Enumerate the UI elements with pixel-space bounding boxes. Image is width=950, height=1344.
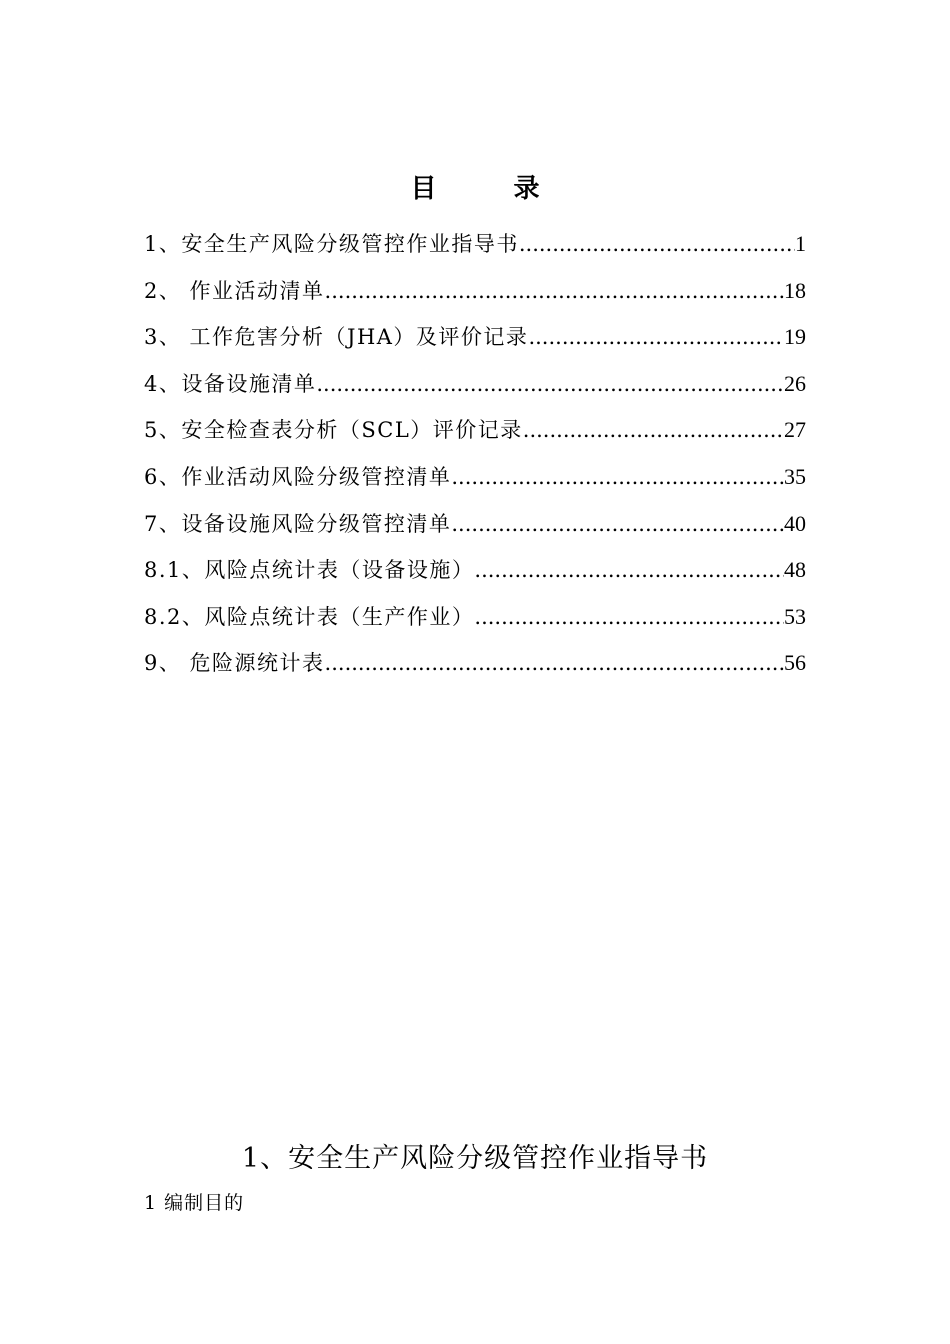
toc-title: 目 录 [410, 174, 574, 204]
toc-entry[interactable] [144, 321, 806, 368]
toc-entry-label: 5、安全检查表分析（SCL）评价记录 [144, 418, 523, 443]
toc-entry[interactable] [144, 508, 806, 555]
toc-entry-label: 1、安全生产风险分级管控作业指导书 [144, 232, 519, 256]
toc-leader-dots [316, 372, 784, 396]
toc-leader-dots [519, 232, 795, 256]
toc-entry-page: 26 [784, 370, 806, 396]
toc-entry-label: 9、 危险源统计表 [144, 651, 325, 676]
toc-leader-dots [523, 418, 784, 442]
toc-entry-label: 4、设备设施清单 [144, 371, 317, 396]
toc-entry-page: 18 [784, 277, 806, 303]
toc-entry[interactable] [144, 414, 806, 461]
toc-entry[interactable] [144, 647, 806, 694]
toc-entry[interactable] [144, 601, 806, 648]
toc-entry-page: 56 [784, 650, 806, 676]
toc-entry-page: 19 [784, 324, 806, 350]
toc-leader-dots [451, 465, 784, 489]
table-of-contents [144, 228, 806, 694]
toc-entry-label: 6、作业活动风险分级管控清单 [144, 464, 452, 489]
toc-entry-page: 53 [784, 603, 806, 629]
toc-leader-dots [474, 558, 784, 582]
toc-entry[interactable] [144, 275, 806, 322]
section-heading: 1、安全生产风险分级管控作业指导书 [241, 1143, 709, 1174]
toc-entry[interactable] [144, 461, 806, 508]
toc-entry-label: 8.2、风险点统计表（生产作业） [144, 604, 475, 629]
toc-leader-dots [528, 325, 784, 349]
toc-leader-dots [474, 605, 784, 629]
subsection-heading: 1 编制目的 [144, 1192, 245, 1214]
toc-entry-label: 8.1、风险点统计表（设备设施） [144, 558, 475, 583]
toc-entry[interactable] [144, 368, 806, 415]
toc-entry-page: 27 [784, 417, 806, 443]
toc-leader-dots [325, 651, 784, 675]
toc-entry-page: 48 [784, 557, 806, 583]
toc-entry[interactable] [144, 554, 806, 601]
toc-entry[interactable] [144, 228, 806, 275]
toc-entry-label: 7、设备设施风险分级管控清单 [144, 511, 452, 536]
toc-entry-label: 2、 作业活动清单 [144, 278, 325, 303]
toc-leader-dots [451, 512, 784, 536]
toc-leader-dots [325, 279, 784, 303]
toc-entry-label: 3、 工作危害分析（JHA）及评价记录 [144, 325, 529, 350]
toc-entry-page: 35 [784, 463, 806, 489]
toc-entry-page: 1 [795, 231, 806, 256]
toc-entry-page: 40 [784, 510, 806, 536]
